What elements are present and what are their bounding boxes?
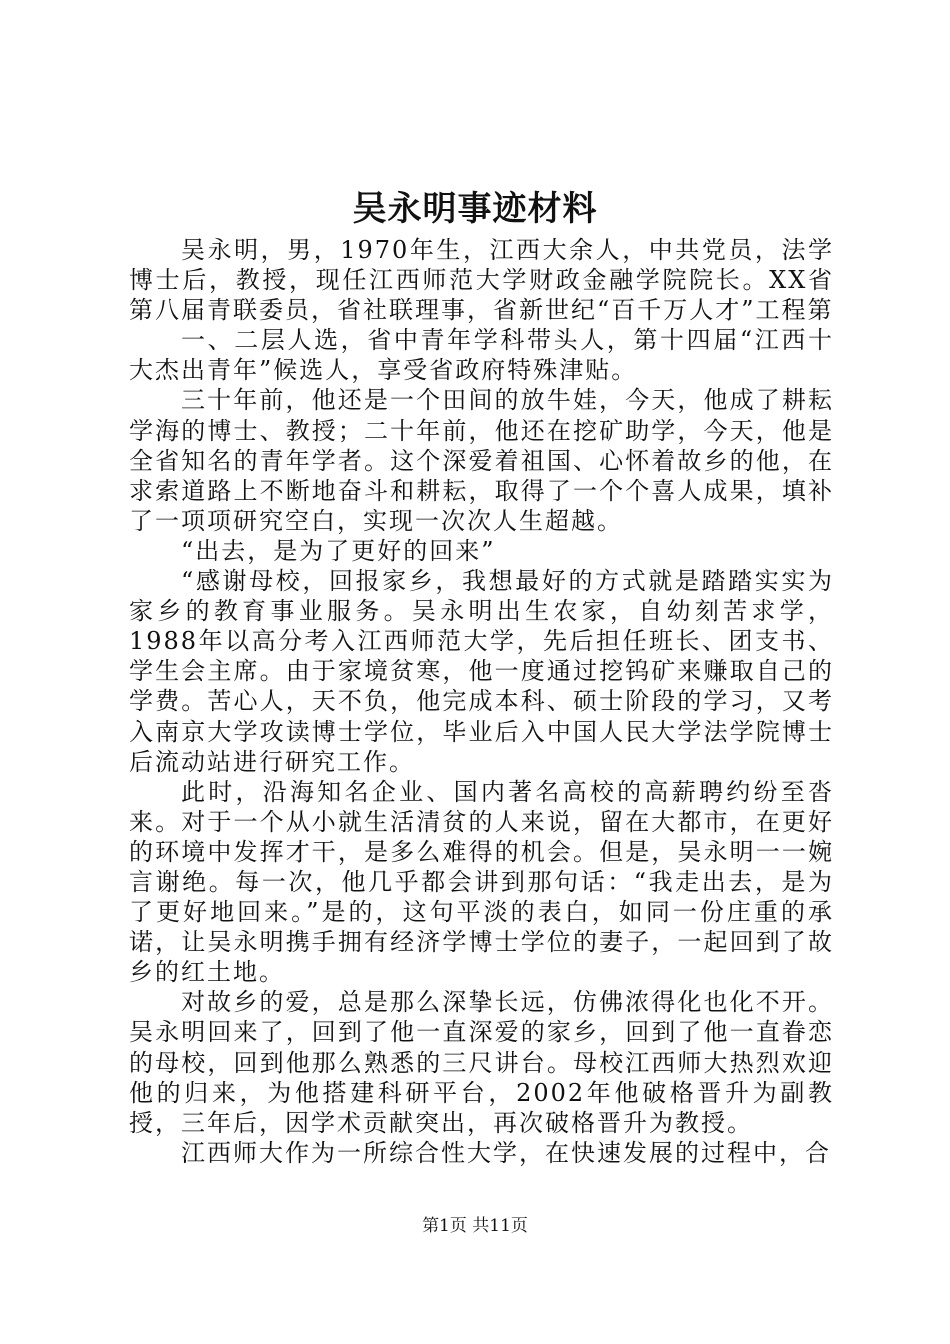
- paragraph: 此时，沿海知名企业、国内著名高校的高薪聘约纷至沓来。对于一个从小就生活清贫的人来说，留在大都市，在更好的环境中发挥才干，是多么难得的机会。但是，吴永明一一婉言谢绝。每一次，他几乎都会讲到那句话：“我走出去，是为了更好地回来。”是的，这句平淡的表白，如同一份庄重的承诺，让吴永明携手拥有经济学博士学位的妻子，一起回到了故乡的红土地。: [129, 777, 834, 987]
- paragraph: 一、二层人选，省中青年学科带头人，第十四届“江西十大杰出青年”候选人，享受省政府特殊津贴。: [129, 326, 834, 385]
- paragraph: “感谢母校，回报家乡，我想最好的方式就是踏踏实实为家乡的教育事业服务。吴永明出生农家，自幼刻苦求学，1988年以高分考入江西师范大学，先后担任班长、团支书、学生会主席。由于家境贫寒，他一度通过挖钨矿来赚取自己的学费。苦心人，天不负，他完成本科、硕士阶段的学习，又考入南京大学攻读博士学位，毕业后入中国人民大学法学院博士后流动站进行研究工作。: [129, 567, 834, 776]
- document-title: 吴永明事迹材料: [352, 189, 598, 229]
- paragraph: 对故乡的爱，总是那么深挚长远，仿佛浓得化也化不开。吴永明回来了，回到了他一直深爱的家乡，回到了他一直眷恋的母校，回到他那么熟悉的三尺讲台。母校江西师大热烈欢迎他的归来，为他搭建科研平台，2002年他破格晋升为副教授，三年后，因学术贡献突出，再次破格晋升为教授。: [129, 988, 834, 1137]
- paragraph: 吴永明，男，1970年生，江西大余人，中共党员，法学博士后，教授，现任江西师范大学财政金融学院院长。XX省第八届青联委员，省社联理事，省新世纪“百千万人才”工程第: [129, 236, 834, 325]
- paragraph: 江西师大作为一所综合性大学，在快速发展的过程中，合: [181, 1138, 831, 1167]
- paragraph: 三十年前，他还是一个田间的放牛娃，今天，他成了耕耘学海的博士、教授；二十年前，他还在挖矿助学，今天，他是全省知名的青年学者。这个深爱着祖国、心怀着故乡的他，在求索道路上不断地奋斗和耕耘，取得了一个个喜人成果，填补了一项项研究空白，实现一次次人生超越。: [129, 386, 834, 535]
- page-number-footer: 第1页 共11页: [422, 1216, 528, 1236]
- document-body: [129, 235, 834, 1168]
- paragraph: “出去，是为了更好的回来”: [181, 536, 496, 565]
